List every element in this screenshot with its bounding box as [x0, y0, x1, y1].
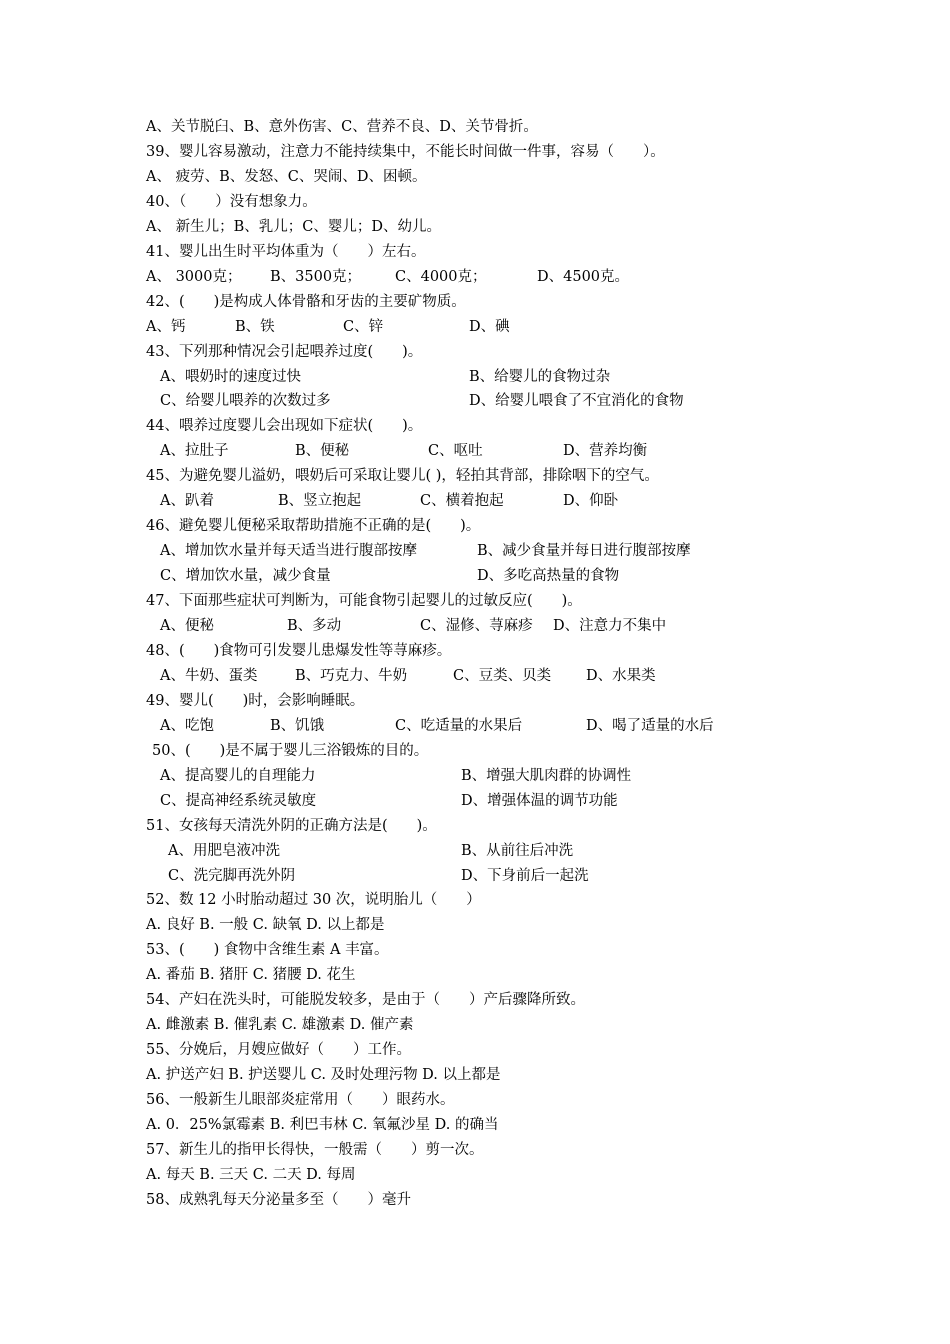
option-text: C、提高神经系统灵敏度 [160, 793, 317, 809]
option-text: A、 3000克； [146, 269, 242, 285]
option-text: D、下身前后一起洗 [461, 868, 589, 884]
option-text: D、增强体温的调节功能 [461, 793, 618, 809]
option-text: B、铁 [235, 319, 275, 335]
line-text: A、 疲劳、B、发怒、C、哭闹、D、困顿。 [146, 169, 427, 185]
line-text: 53、( ) 食物中含维生素 A 丰富。 [146, 942, 389, 958]
option-text: A、钙 [146, 319, 186, 335]
option-text: D、仰卧 [563, 493, 619, 509]
option-text: C、给婴儿喂养的次数过多 [160, 393, 331, 409]
line-text: 45、为避免婴儿溢奶，喂奶后可采取让婴儿( )，轻拍其背部，排除咽下的空气。 [146, 468, 659, 484]
option-text: D、碘 [469, 319, 510, 335]
line-text: 50、( )是不属于婴儿三浴锻炼的目的。 [152, 743, 429, 759]
line-text: 40、（ ）没有想象力。 [146, 194, 317, 210]
option-text: D、注意力不集中 [553, 618, 667, 634]
option-text: B、给婴儿的食物过杂 [469, 369, 611, 385]
option-text: A、牛奶、蛋类 [160, 668, 258, 684]
option-text: A、拉肚子 [160, 443, 229, 459]
option-text: C、增加饮水量，减少食量 [160, 568, 331, 584]
option-text: A、便秘 [160, 618, 214, 634]
option-text: D、喝了适量的水后 [586, 718, 714, 734]
line-text: A. 良好 B. 一般 C. 缺氧 D. 以上都是 [146, 917, 385, 933]
option-text: B、饥饿 [270, 718, 325, 734]
option-text: C、横着抱起 [420, 493, 504, 509]
line-text: A. 0．25%氯霉素 B. 利巴韦林 C. 氧氟沙星 D. 的确当 [146, 1117, 499, 1133]
line-text: 55、分娩后，月嫂应做好（ ）工作。 [146, 1042, 411, 1058]
option-text: C、吃适量的水果后 [395, 718, 523, 734]
option-text: D、多吃高热量的食物 [477, 568, 620, 584]
option-text: D、给婴儿喂食了不宜消化的食物 [469, 393, 684, 409]
line-text: A. 番茄 B. 猪肝 C. 猪腰 D. 花生 [146, 967, 356, 983]
option-text: B、竖立抱起 [278, 493, 362, 509]
line-text: A、 新生儿；B、乳儿；C、婴儿；D、幼儿。 [146, 219, 441, 235]
option-text: B、巧克力、牛奶 [295, 668, 408, 684]
option-text: C、呕吐 [428, 443, 483, 459]
line-text: 52、数 12 小时胎动超过 30 次，说明胎儿（ ） [146, 892, 481, 908]
line-text: 56、一般新生儿眼部炎症常用（ ）眼药水。 [146, 1092, 455, 1108]
line-text: 54、产妇在洗头时，可能脱发较多，是由于（ ）产后骤降所致。 [146, 992, 585, 1008]
option-text: C、锌 [343, 319, 384, 335]
line-text: 58、成熟乳每天分泌量多至（ ）毫升 [146, 1192, 411, 1208]
line-text: 49、婴儿( )时，会影响睡眠。 [146, 693, 365, 709]
option-text: A、喂奶时的速度过快 [160, 369, 301, 385]
line-text: 44、喂养过度婴儿会出现如下症状( )。 [146, 418, 423, 434]
line-text: 41、婴儿出生时平均体重为（ ）左右。 [146, 244, 426, 260]
option-text: B、多动 [287, 618, 342, 634]
line-text: A. 雌激素 B. 催乳素 C. 雄激素 D. 催产素 [146, 1017, 414, 1033]
line-text: 42、( )是构成人体骨骼和牙齿的主要矿物质。 [146, 294, 466, 310]
line-text: 46、避免婴儿便秘采取帮助措施不正确的是( )。 [146, 518, 481, 534]
option-text: C、洗完脚再洗外阴 [168, 868, 296, 884]
option-text: C、豆类、贝类 [453, 668, 552, 684]
line-text: 51、女孩每天清洗外阴的正确方法是( )。 [146, 818, 437, 834]
line-text: 47、下面那些症状可判断为，可能食物引起婴儿的过敏反应( )。 [146, 593, 582, 609]
option-text: A、趴着 [160, 493, 214, 509]
option-text: D、水果类 [586, 668, 656, 684]
line-text: 48、( )食物可引发婴儿患爆发性等荨麻疹。 [146, 643, 452, 659]
option-text: A、用肥皂液冲洗 [168, 843, 280, 859]
line-text: 57、新生儿的指甲长得快，一般需（ ）剪一次。 [146, 1142, 484, 1158]
option-text: B、3500克； [270, 269, 362, 285]
line-text: 43、下列那种情况会引起喂养过度( )。 [146, 344, 423, 360]
option-text: C、4000克； [395, 269, 487, 285]
line-text: 39、婴儿容易激动，注意力不能持续集中，不能长时间做一件事，容易（ ）。 [146, 144, 665, 160]
option-text: C、湿修、荨麻疹 [420, 618, 533, 634]
line-text: A. 护送产妇 B. 护送婴儿 C. 及时处理污物 D. 以上都是 [146, 1067, 501, 1083]
line-text: A. 每天 B. 三天 C. 二天 D. 每周 [146, 1167, 356, 1183]
option-text: D、4500克。 [537, 269, 630, 285]
option-text: B、减少食量并每日进行腹部按摩 [477, 543, 691, 559]
option-text: D、营养均衡 [563, 443, 648, 459]
option-text: A、提高婴儿的自理能力 [160, 768, 316, 784]
option-text: B、便秘 [295, 443, 350, 459]
option-text: A、增加饮水量并每天适当进行腹部按摩 [160, 543, 417, 559]
option-text: B、从前往后冲洗 [461, 843, 574, 859]
option-text: B、增强大肌肉群的协调性 [461, 768, 632, 784]
line-text: A、关节脱臼、B、意外伤害、C、营养不良、D、关节骨折。 [146, 119, 538, 135]
option-text: A、吃饱 [160, 718, 214, 734]
